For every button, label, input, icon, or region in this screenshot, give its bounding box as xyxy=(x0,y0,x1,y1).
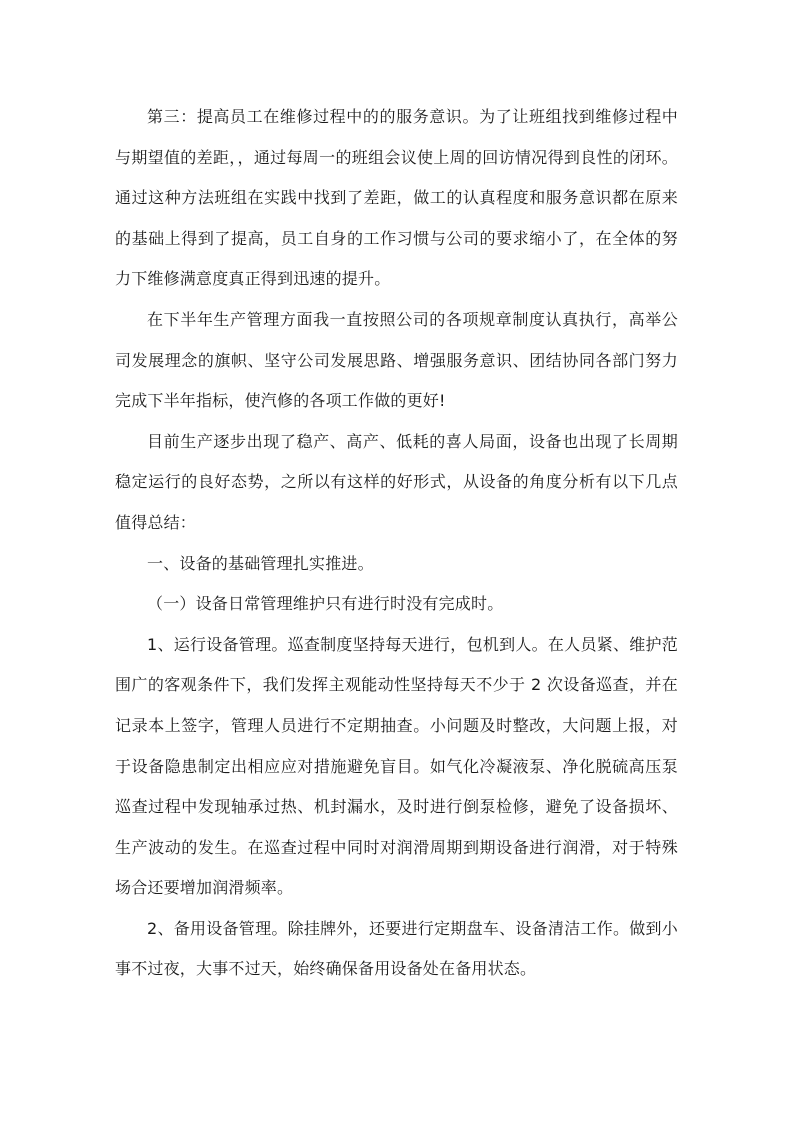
paragraph-production-management: 在下半年生产管理方面我一直按照公司的各项规章制度认真执行，高举公司发展理念的旗帜、坚守公司发展思路、增强服务意识、团结协同各部门努力完成下半年指标，使汽修的各项工作做的更好! xyxy=(115,309,678,411)
subheading-daily-maintenance: （一）设备日常管理维护只有进行时没有完成时。 xyxy=(147,594,504,614)
paragraph-running-equipment: 1、运行设备管理。巡查制度坚持每天进行，包机到人。在人员紧、维护范围广的客观条件下，我们发挥主观能动性坚持每天不少于 2 次设备巡查，并在记录本上签字，管理人员进行不定期抽查。小问题及时整改，大问题上报，对于设备隐患制定出相应应对措施避免盲目。如气化冷凝液泵、净化脱硫高压泵巡查过程中发现轴承过热、机封漏水，及时进行倒泵检修，避免了设备损坏、生产波动的发生。在巡查过程中同时对润滑周期到期设备进行润滑，对于特殊场合还要增加润滑频率。 xyxy=(115,634,678,898)
paragraph-production-status: 目前生产逐步出现了稳产、高产、低耗的喜人局面，设备也出现了长周期稳定运行的良好态势，之所以有这样的好形式，从设备的角度分析有以下几点值得总结： xyxy=(115,431,678,532)
paragraph-service-awareness: 第三：提高员工在维修过程中的的服务意识。为了让班组找到维修过程中与期望值的差距，，通过每周一的班组会议使上周的回访情况得到良性的闭环。通过这种方法班组在实践中找到了差距，做工的认真程度和服务意识都在原来的基础上得到了提高，员工自身的工作习惯与公司的要求缩小了，在全体的努力下维修满意度真正得到迅速的提升。 xyxy=(115,107,678,289)
paragraph-standby-equipment: 2、备用设备管理。除挂牌外，还要进行定期盘车、设备清洁工作。做到小事不过夜，大事不过天，始终确保备用设备处在备用状态。 xyxy=(115,918,678,979)
heading-equipment-basic-management: 一、设备的基础管理扎实推进。 xyxy=(147,553,374,573)
document-body xyxy=(115,97,678,990)
